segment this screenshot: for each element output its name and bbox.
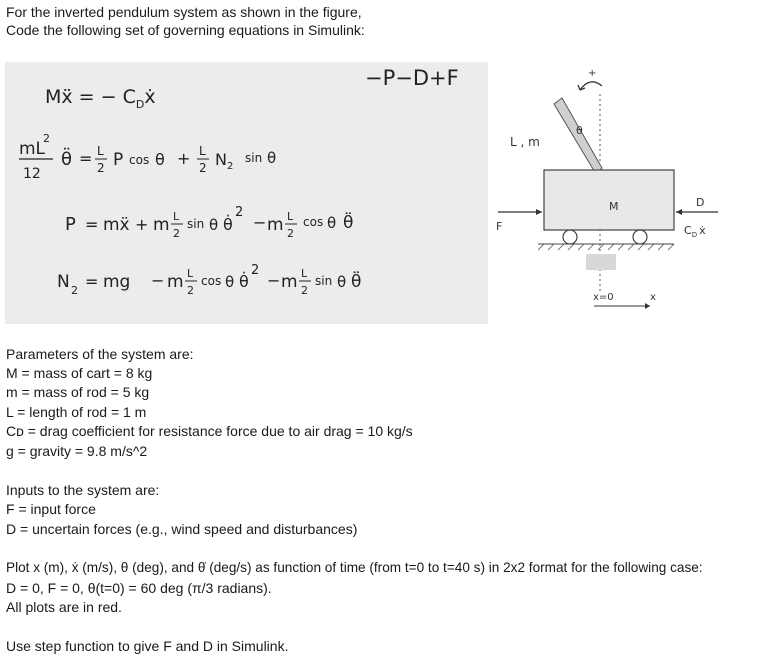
disturbance-label: D xyxy=(696,196,705,209)
svg-text:12: 12 xyxy=(23,166,41,182)
drag-label: $C_D$ ẋ xyxy=(684,224,706,239)
svg-text:2: 2 xyxy=(251,263,260,278)
pendulum-figure xyxy=(490,62,721,312)
equation-2 xyxy=(19,132,276,182)
x-axis-arrowhead-icon xyxy=(645,303,650,309)
svg-text:=: = xyxy=(85,272,99,291)
svg-text:−: − xyxy=(267,271,281,290)
svg-text:θ: θ xyxy=(337,273,347,291)
equation-1-tail: ẋ xyxy=(144,86,156,108)
origin-label: x=0 xyxy=(593,292,614,303)
wheel-right-icon xyxy=(633,230,647,244)
svg-text:θ̈: θ̈ xyxy=(351,272,362,292)
svg-text:L: L xyxy=(287,210,294,223)
equations-handwriting xyxy=(5,62,488,324)
param-item: g = gravity = 9.8 m/s^2 xyxy=(6,443,148,459)
equations-panel xyxy=(5,62,488,324)
equation-4 xyxy=(57,263,361,297)
param-item: M = mass of cart = 8 kg xyxy=(6,365,153,381)
svg-text:mL: mL xyxy=(19,139,46,159)
svg-text:θ̇: θ̇ xyxy=(223,215,233,234)
plot-case: D = 0, F = 0, θ(t=0) = 60 deg (π/3 radians). xyxy=(6,580,272,596)
svg-text:sin: sin xyxy=(245,151,263,165)
svg-text:−: − xyxy=(151,271,165,290)
cart-mass-label: M xyxy=(609,200,619,213)
svg-text:mg: mg xyxy=(103,272,131,292)
svg-text:L: L xyxy=(199,144,206,158)
rod-label: L , m xyxy=(510,135,540,149)
svg-text:θ̇: θ̇ xyxy=(239,272,249,291)
plot-color-note: All plots are in red. xyxy=(6,599,122,615)
svg-text:+: + xyxy=(177,149,191,168)
svg-text:m: m xyxy=(267,215,284,235)
svg-text:2: 2 xyxy=(199,161,207,175)
grey-block xyxy=(586,254,616,270)
equation-3 xyxy=(65,205,353,240)
svg-text:θ̈: θ̈ xyxy=(61,149,73,170)
equation-1-lhs: Mẍ = − C xyxy=(45,86,136,108)
svg-text:L: L xyxy=(187,267,194,280)
svg-text:P: P xyxy=(65,214,76,235)
equation-1-rhs: −P−D+F xyxy=(365,66,459,90)
svg-text:m: m xyxy=(153,215,170,235)
svg-text:2: 2 xyxy=(71,284,78,297)
svg-text:θ: θ xyxy=(327,214,337,232)
svg-text:m: m xyxy=(281,272,298,292)
intro-line-1: For the inverted pendulum system as shown in the figure, xyxy=(6,4,362,20)
plot-instruction: Plot x (m), ẋ (m/s), θ (deg), and θ̇ (deg/s) as function of time (from t=0 to t=40 s) in 2x2 format for the following case: xyxy=(6,560,703,575)
svg-text:2: 2 xyxy=(227,161,234,172)
svg-text:sin: sin xyxy=(187,217,205,231)
svg-text:2: 2 xyxy=(287,227,294,240)
svg-text:L: L xyxy=(173,210,180,223)
params-heading: Parameters of the system are: xyxy=(6,346,194,362)
svg-text:N: N xyxy=(57,272,70,292)
force-label: F xyxy=(496,220,503,233)
x-axis-label: x xyxy=(650,292,656,303)
svg-text:mẍ: mẍ xyxy=(103,215,130,235)
force-arrowhead-icon xyxy=(536,209,542,215)
inputs-heading: Inputs to the system are: xyxy=(6,482,160,498)
svg-text:=: = xyxy=(85,215,99,234)
svg-text:θ̈: θ̈ xyxy=(343,213,354,233)
svg-text:θ: θ xyxy=(209,216,219,234)
equation-1-subscript: D xyxy=(135,97,145,111)
svg-text:m: m xyxy=(167,272,184,292)
svg-text:=: = xyxy=(79,149,93,168)
svg-text:L: L xyxy=(97,144,104,158)
svg-text:cos: cos xyxy=(201,274,222,288)
svg-text:2: 2 xyxy=(173,227,180,240)
param-item: L = length of rod = 1 m xyxy=(6,404,147,420)
svg-text:cos: cos xyxy=(129,153,150,167)
theta-label: θ xyxy=(576,124,583,137)
svg-text:θ: θ xyxy=(155,150,165,169)
step-note: Use step function to give F and D in Simulink. xyxy=(6,638,289,654)
svg-text:2: 2 xyxy=(43,132,50,145)
param-item: Cᴅ = drag coefficient for resistance force due to air drag = 10 kg/s xyxy=(6,423,413,439)
angle-plus-label: + xyxy=(588,68,597,79)
svg-text:P: P xyxy=(113,150,124,170)
input-item: D = uncertain forces (e.g., wind speed and disturbances) xyxy=(6,521,358,537)
svg-text:θ: θ xyxy=(267,149,277,167)
svg-text:L: L xyxy=(301,267,308,280)
input-item: F = input force xyxy=(6,501,96,517)
svg-text:−: − xyxy=(253,213,267,232)
svg-text:sin: sin xyxy=(315,274,333,288)
svg-text:cos: cos xyxy=(303,215,324,229)
param-item: m = mass of rod = 5 kg xyxy=(6,384,150,400)
disturbance-arrowhead-icon xyxy=(676,209,682,215)
intro-line-2: Code the following set of governing equations in Simulink: xyxy=(6,22,365,38)
wheel-left-icon xyxy=(563,230,577,244)
svg-text:2: 2 xyxy=(301,284,308,297)
svg-text:2: 2 xyxy=(97,161,105,175)
ground-hatch xyxy=(538,244,674,250)
svg-text:θ: θ xyxy=(225,273,235,291)
svg-text:+: + xyxy=(135,215,149,234)
svg-text:N: N xyxy=(215,150,227,169)
svg-text:2: 2 xyxy=(235,205,244,220)
svg-text:2: 2 xyxy=(187,284,194,297)
